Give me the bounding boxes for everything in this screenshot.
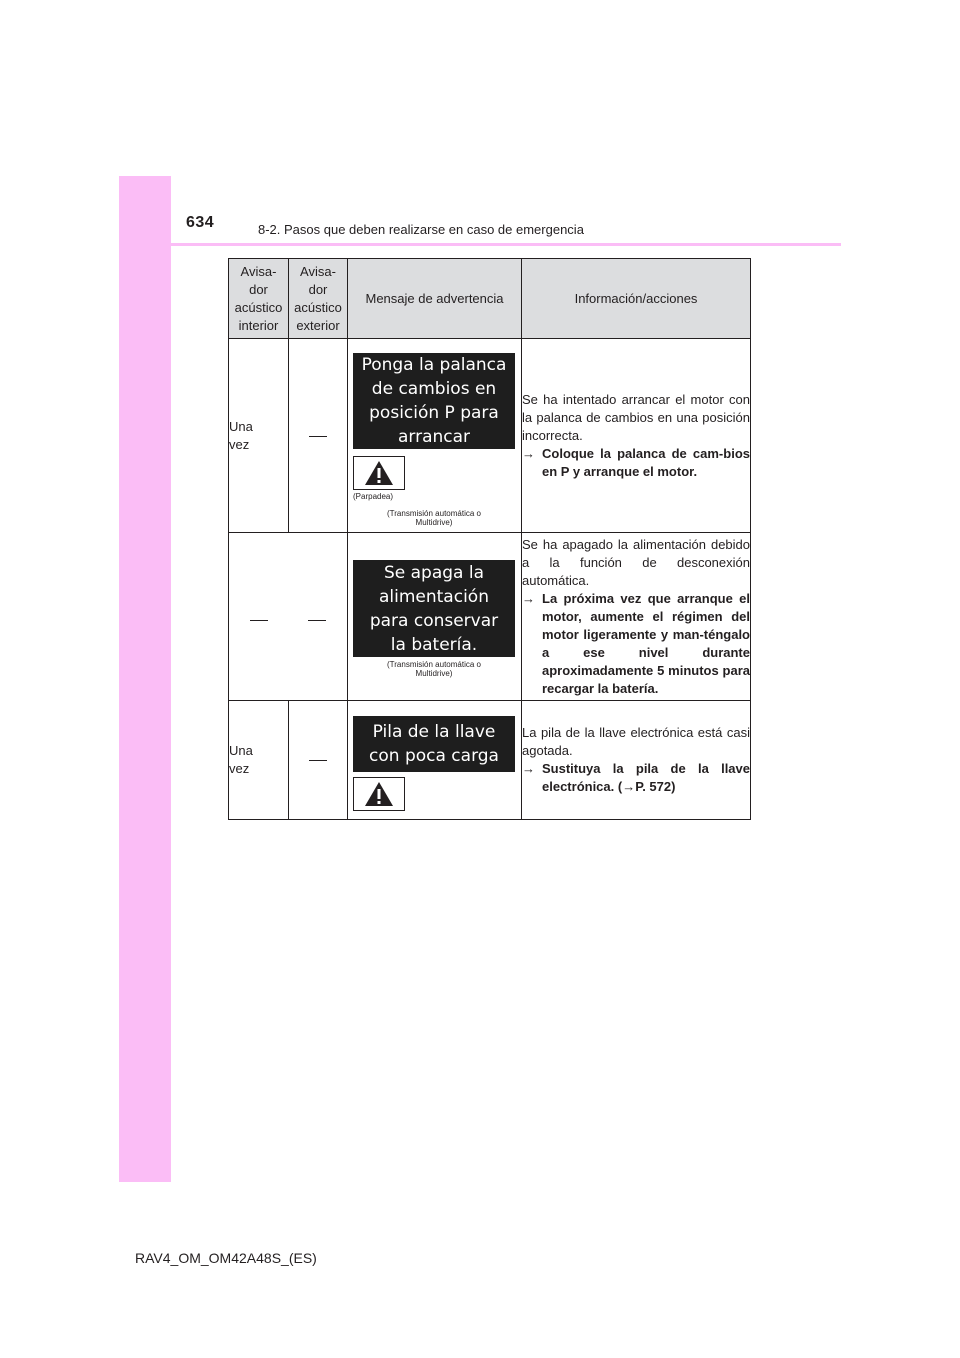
info-cell bbox=[522, 339, 751, 533]
dash bbox=[250, 620, 268, 621]
display-message: Ponga la palanca de cambios en posición P para arrancar bbox=[353, 353, 515, 449]
action-item: → La próxima vez que arranque el motor, aumente el régimen del motor ligeramente y man-téngalo a ese nivel durante aproximadamente 5 minutos para recargar la batería. bbox=[522, 590, 750, 696]
dash bbox=[308, 620, 326, 621]
dash bbox=[309, 760, 327, 761]
side-color-band bbox=[119, 176, 171, 1182]
info-text: Se ha apagado la alimentación debido a la función de desconexión automática. bbox=[522, 536, 750, 588]
exterior-buzzer-cell bbox=[289, 339, 348, 533]
action-item: → Sustituya la pila de la llave electrónica. (→P. 572) bbox=[522, 761, 750, 794]
page-number: 634 bbox=[186, 214, 215, 231]
table-row bbox=[229, 701, 751, 820]
arrow-icon: → bbox=[522, 590, 535, 606]
header-exterior-buzzer: Avisa- dor acústico exterior bbox=[289, 259, 348, 339]
arrow-icon: → bbox=[522, 445, 535, 461]
document-code: RAV4_OM_OM42A48S_(ES) bbox=[135, 1250, 317, 1266]
display-message: Pila de la llave con poca carga bbox=[353, 716, 515, 772]
header-message: Mensaje de advertencia bbox=[348, 259, 522, 339]
transmission-note: (Transmisión automática o Multidrive) bbox=[387, 509, 481, 527]
interior-buzzer-cell: Una vez bbox=[229, 701, 289, 820]
exterior-buzzer-cell bbox=[289, 701, 348, 820]
interior-buzzer-cell: Una vez bbox=[229, 339, 289, 533]
warning-triangle-icon bbox=[353, 456, 405, 490]
message-cell bbox=[348, 339, 522, 533]
blink-label: (Parpadea) bbox=[353, 492, 394, 501]
warning-triangle-icon bbox=[353, 777, 405, 811]
buzzer-cells bbox=[229, 533, 348, 701]
table-row bbox=[229, 533, 751, 701]
info-text: Se ha intentado arrancar el motor con la palanca de cambios en una posición incorrecta. bbox=[522, 391, 750, 443]
warning-table bbox=[228, 258, 751, 820]
info-text: La pila de la llave electrónica está casi agotada. bbox=[522, 725, 750, 758]
info-cell bbox=[522, 533, 751, 701]
header-rule bbox=[119, 243, 841, 246]
table-row bbox=[229, 339, 751, 533]
table-header-row bbox=[229, 259, 751, 339]
message-cell bbox=[348, 533, 522, 701]
transmission-note: (Transmisión automática o Multidrive) bbox=[387, 660, 481, 678]
dash bbox=[309, 436, 327, 437]
info-cell bbox=[522, 701, 751, 820]
section-title: 8-2. Pasos que deben realizarse en caso de emergencia bbox=[258, 222, 584, 237]
header-info: Información/acciones bbox=[522, 259, 751, 339]
display-message: Se apaga la alimentación para conservar la batería. bbox=[353, 560, 515, 657]
header-interior-buzzer: Avisa- dor acústico interior bbox=[229, 259, 289, 339]
message-cell bbox=[348, 701, 522, 820]
action-item: → Coloque la palanca de cam-bios en P y arranque el motor. bbox=[522, 445, 750, 479]
arrow-icon: → bbox=[522, 761, 535, 776]
